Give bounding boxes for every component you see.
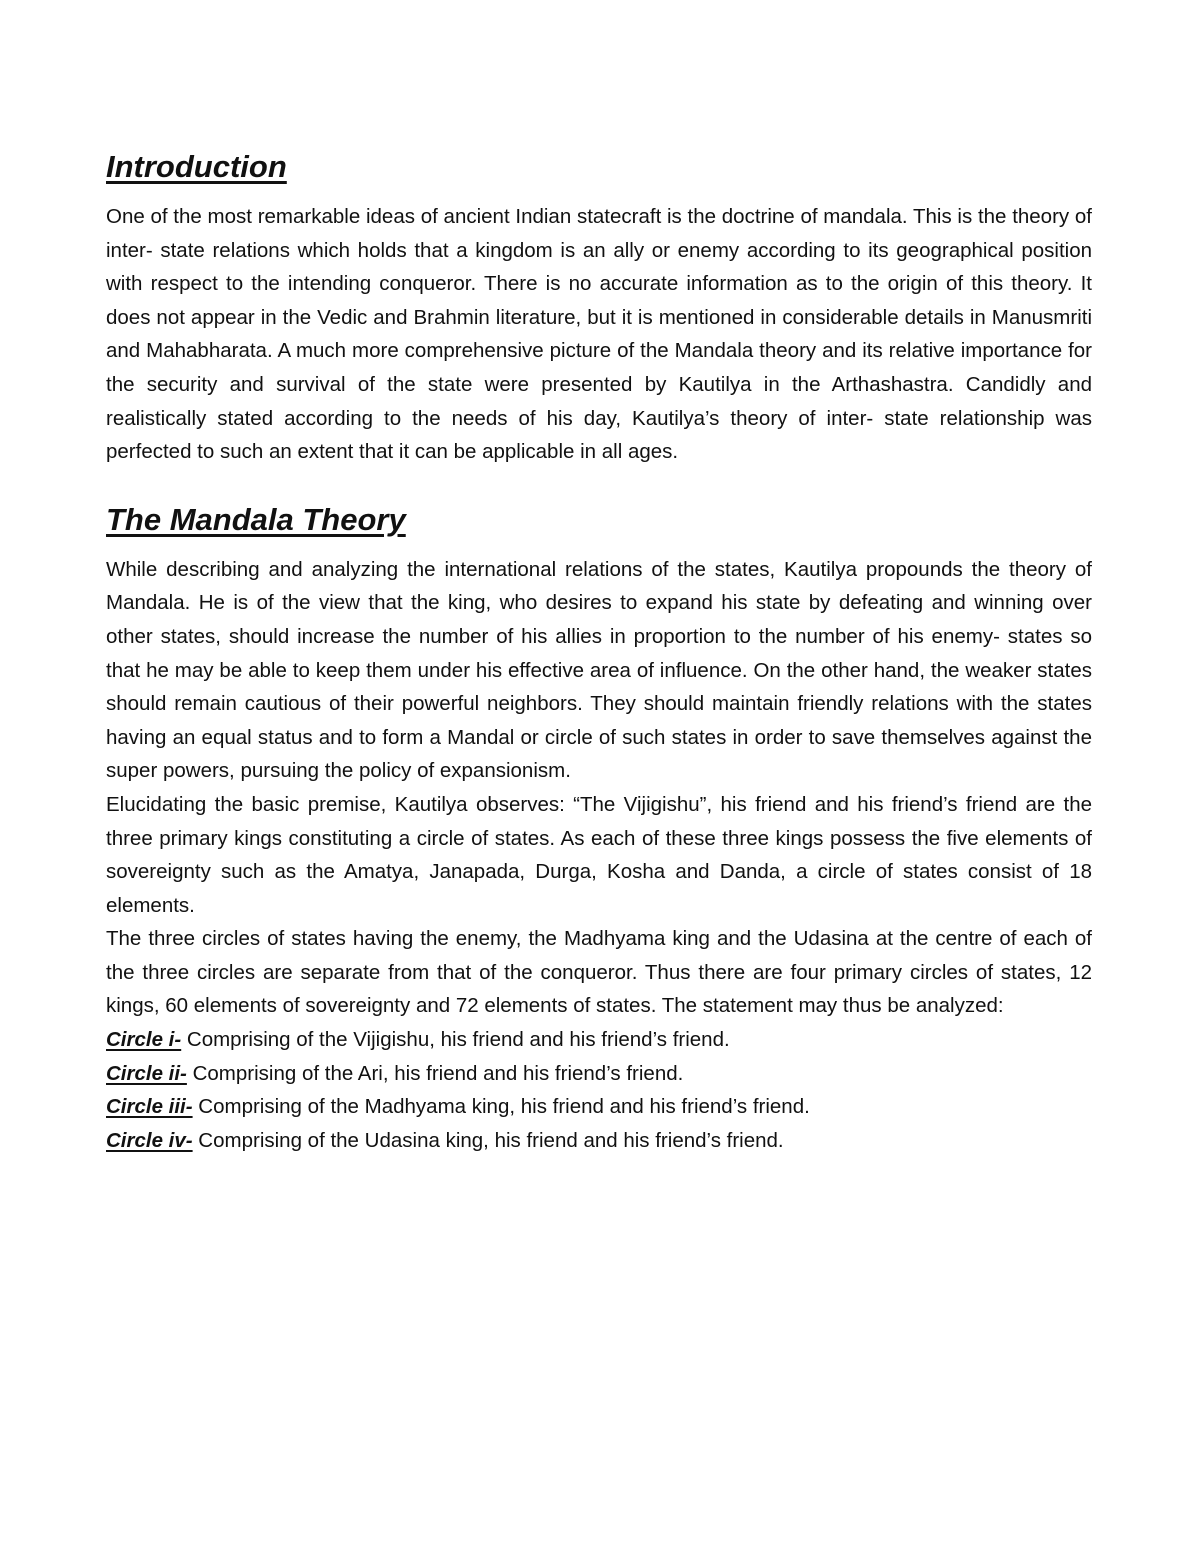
document-page <box>106 140 1092 1157</box>
circle-item-4 <box>106 1124 1092 1158</box>
introduction-paragraph: One of the most remarkable ideas of ancient Indian statecraft is the doctrine of mandala. This is the theory of inter- state relations which holds that a kingdom is an ally or enemy according to its geographical position with respect to the intending conqueror. There is no accurate information as to the origin of this theory. It does not appear in the Vedic and Brahmin literature, but it is mentioned in considerable details in Manusmriti and Mahabharata. A much more comprehensive picture of the Mandala theory and its relative importance for the security and survival of the state were presented by Kautilya in the Arthashastra. Candidly and realistically stated according to the needs of his day, Kautilya’s theory of inter- state relationship was perfected to such an extent that it can be applicable in all ages. <box>106 205 1092 464</box>
circle-label-4: Circle iv- <box>106 1128 193 1152</box>
mandala-paragraph-1: While describing and analyzing the international relations of the states, Kautilya propounds the theory of Mandala. He is of the view that the king, who desires to expand his state by defeating and winning over other states, should increase the number of his allies in proportion to the number of his enemy- states so that he may be able to keep them under his effective area of influence. On the other hand, the weaker states should remain cautious of their powerful neighbors. They should maintain friendly relations with the states having an equal status and to form a Mandal or circle of such states in order to save themselves against the super powers, pursuing the policy of expansionism. <box>106 557 1092 783</box>
circle-label-3: Circle iii- <box>106 1095 193 1119</box>
circle-item-1 <box>106 1023 1092 1057</box>
circle-item-3 <box>106 1090 1092 1124</box>
mandala-theory-heading: The Mandala Theory <box>106 501 406 537</box>
circle-text-2: Comprising of the Ari, his friend and his friend’s friend. <box>186 1061 684 1085</box>
circle-item-2 <box>106 1057 1092 1091</box>
circle-text-3: Comprising of the Madhyama king, his friend and his friend’s friend. <box>192 1095 810 1119</box>
circle-label-1: Circle i- <box>106 1028 182 1052</box>
mandala-paragraph-2: Elucidating the basic premise, Kautilya observes: “The Vijigishu”, his friend and his friend’s friend are the three primary kings constituting a circle of states. As each of these three kings possess the five elements of sovereignty such as the Amatya, Janapada, Durga, Kosha and Danda, a circle of states consist of 18 elements. <box>106 792 1092 917</box>
mandala-paragraph-3: The three circles of states having the enemy, the Madhyama king and the Udasina at the centre of each of the three circles are separate from that of the conqueror. Thus there are four primary circles of states, 12 kings, 60 elements of sovereignty and 72 elements of states. The statement may thus be analyzed: <box>106 927 1092 1018</box>
circle-text-1: Comprising of the Vijigishu, his friend and his friend’s friend. <box>181 1028 730 1052</box>
circle-text-4: Comprising of the Udasina king, his friend and his friend’s friend. <box>192 1128 784 1152</box>
introduction-heading: Introduction <box>106 149 287 184</box>
circle-label-2: Circle ii- <box>106 1061 187 1085</box>
